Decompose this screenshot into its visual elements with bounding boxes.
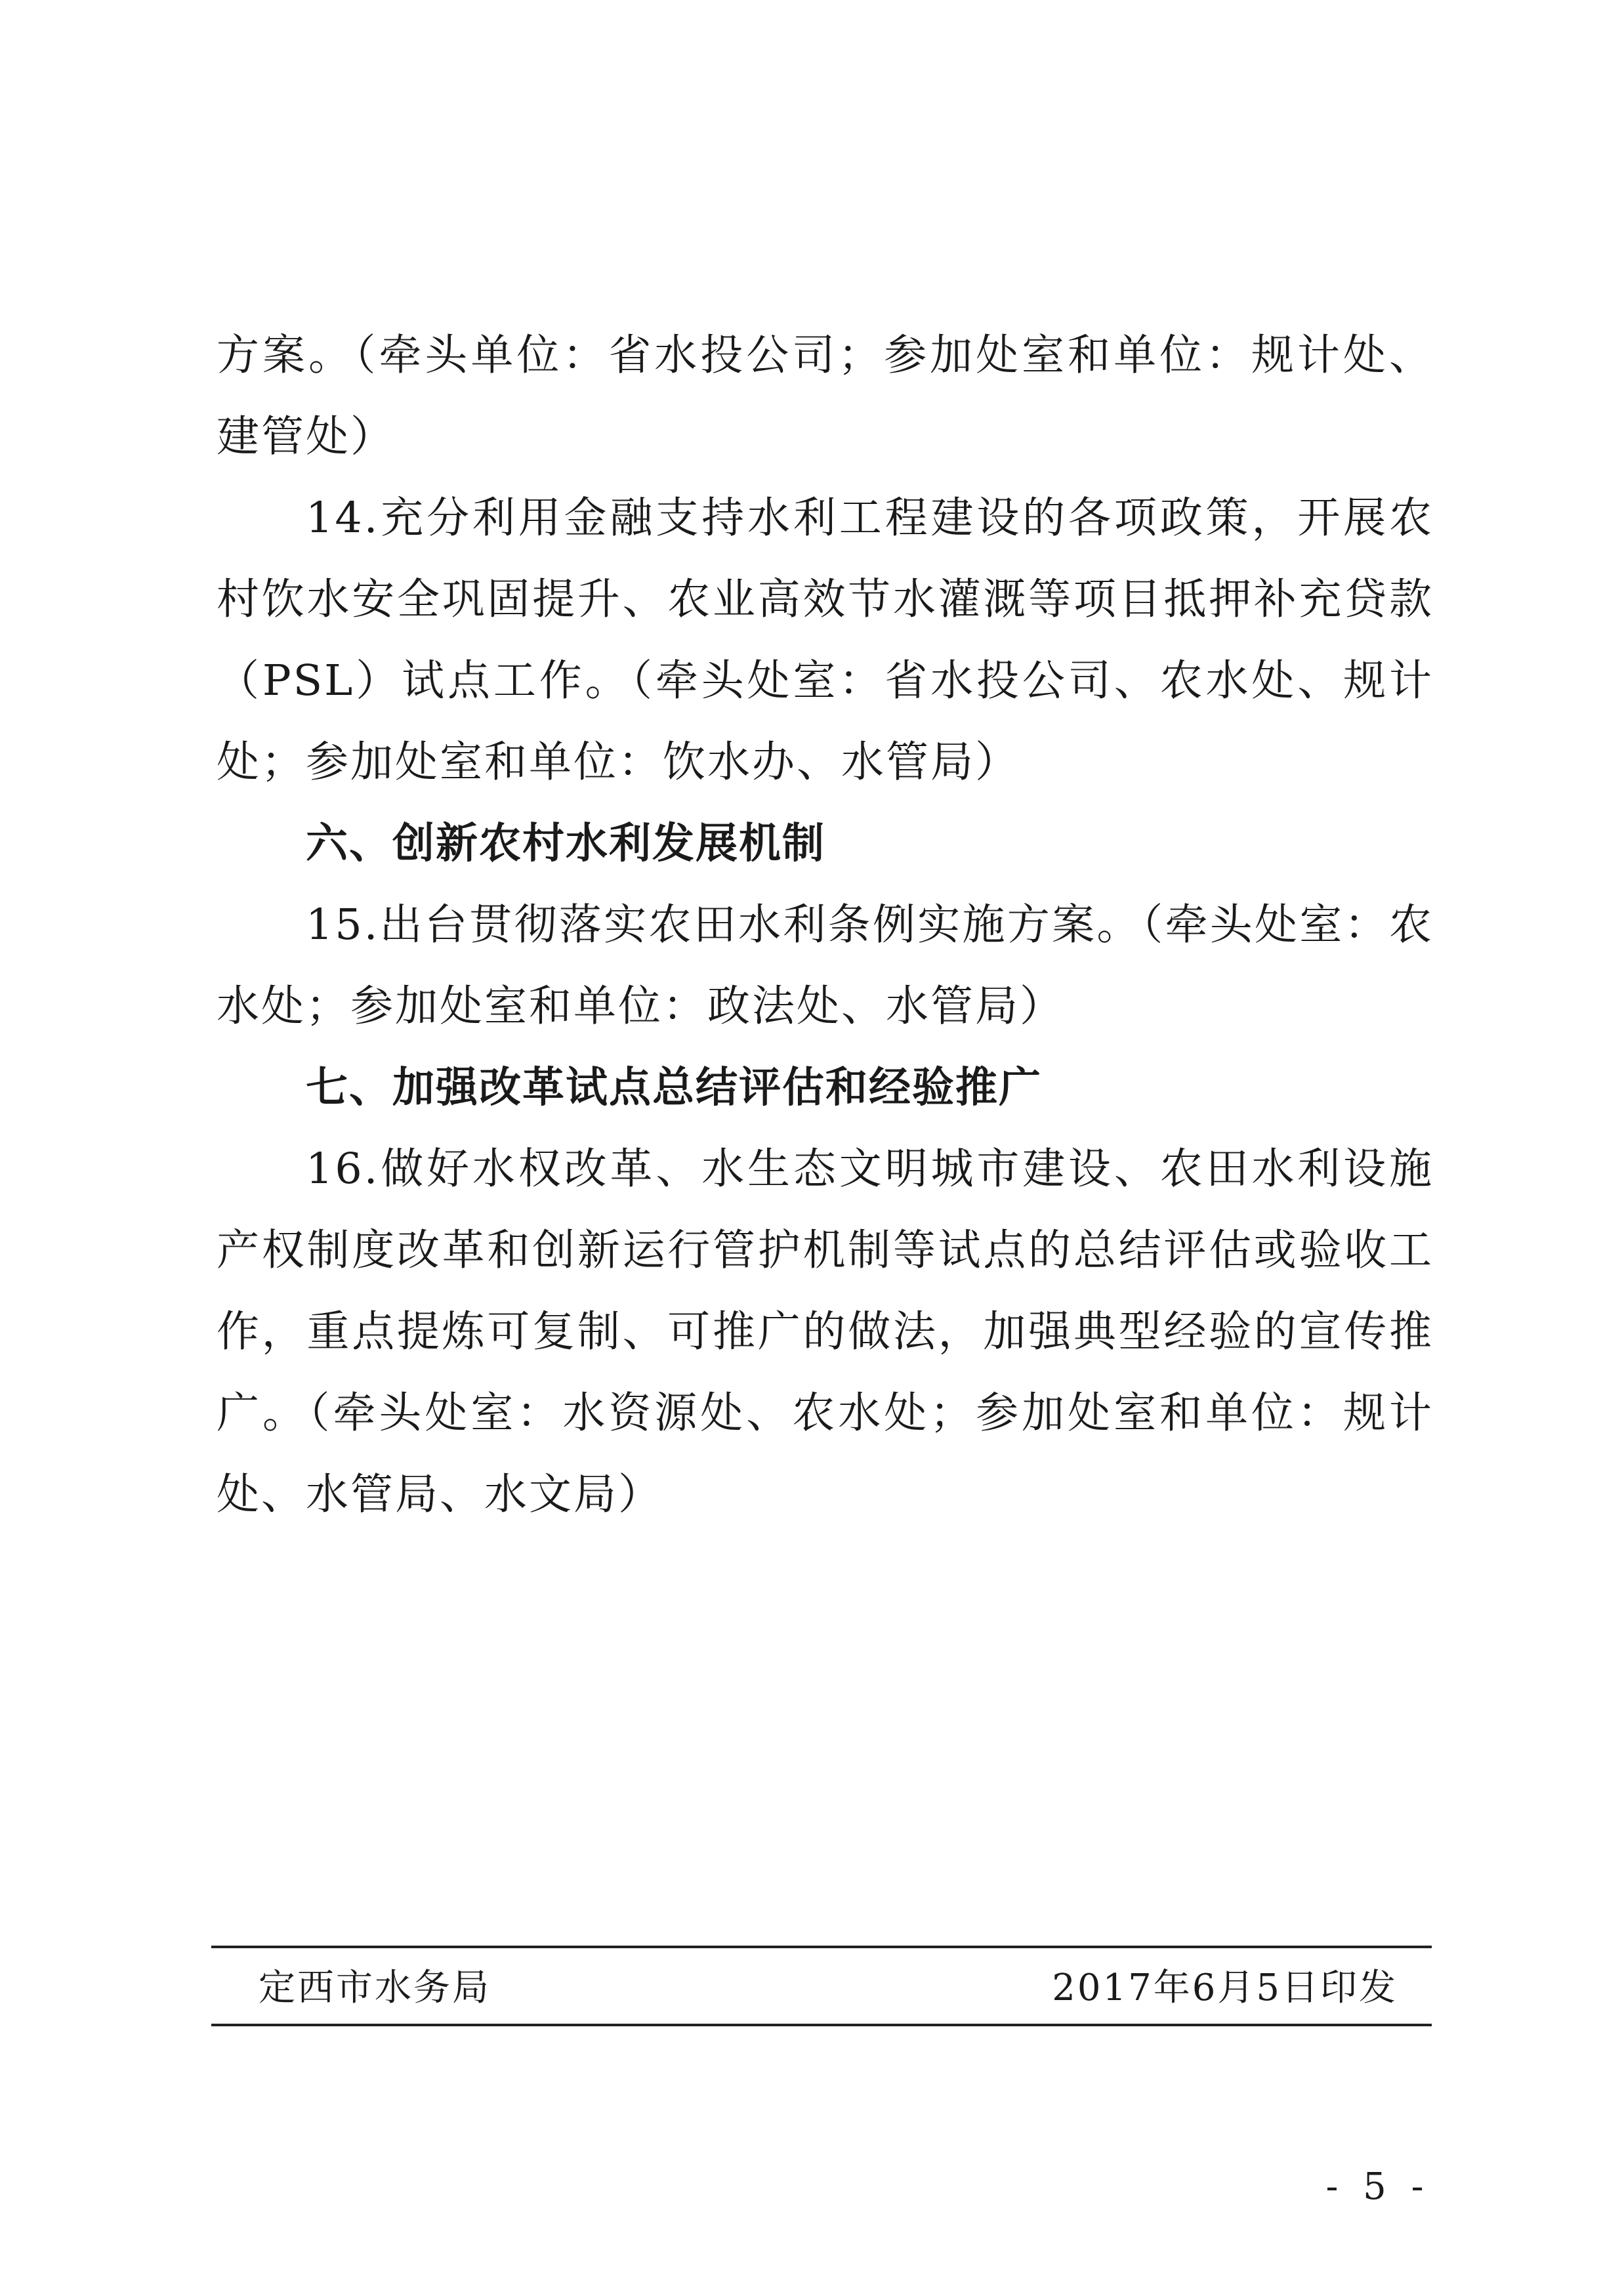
footer-top-rule bbox=[211, 1946, 1432, 1948]
section-heading-6: 六、创新农村水利发展机制 bbox=[306, 820, 825, 868]
paragraph-item-16: 16.做好水权改革、水生态文明城市建设、农田水利设施产权制度改革和创新运行管护机制等试点的总结评估或验收工作，重点提炼可复制、可推广的做法，加强典型经验的宣传推广。（牵头处室：水资源处、农水处；参加处室和单位：规计处、水管局、水文局） bbox=[217, 1144, 1434, 1519]
footer-bottom-rule bbox=[211, 2024, 1432, 2026]
footer-issuance bbox=[211, 1959, 1432, 2018]
page-number: - 5 - bbox=[1325, 2165, 1430, 2208]
document-body bbox=[217, 315, 1434, 1535]
paragraph-plan-continuation: 方案。（牵头单位：省水投公司；参加处室和单位：规计处、建管处） bbox=[217, 331, 1434, 461]
section-heading-7: 七、加强改革试点总结评估和经验推广 bbox=[306, 1064, 1042, 1112]
footer-date: 2017年6月5日印发 bbox=[1052, 1967, 1398, 2009]
footer-issuer: 定西市水务局 bbox=[259, 1967, 491, 2009]
paragraph-item-14: 14.充分利用金融支持水利工程建设的各项政策，开展农村饮水安全巩固提升、农业高效节水灌溉等项目抵押补充贷款（PSL）试点工作。（牵头处室：省水投公司、农水处、规计处；参加处室和单位：饮水办、水管局） bbox=[217, 493, 1434, 787]
paragraph-item-15: 15.出台贯彻落实农田水利条例实施方案。（牵头处室：农水处；参加处室和单位：政法处、水管局） bbox=[217, 900, 1434, 1031]
